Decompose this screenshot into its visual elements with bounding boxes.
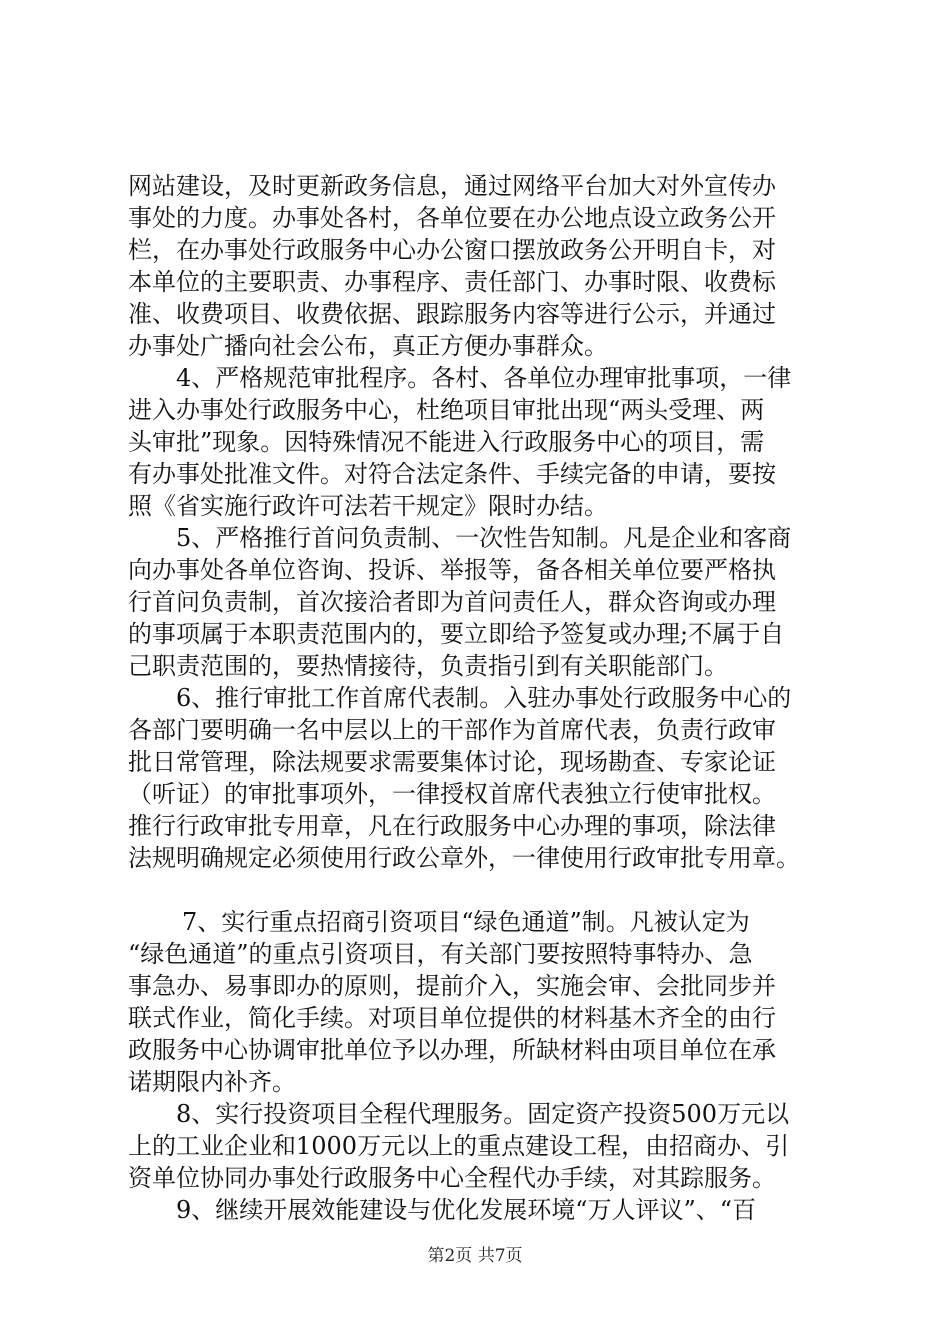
text-line: 批日常管理，除法规要求需要集体讨论，现场勘查、专家论证 <box>128 748 776 776</box>
text-line: 准、收费项目、收费依据、跟踪服务内容等进行公示，并通过 <box>128 300 776 328</box>
text-line: 栏，在办事处行政服务中心办公窗口摆放政务公开明自卡，对 <box>128 236 776 264</box>
text-line: “绿色通道”的重点引资项目，有关部门要按照特事特办、急 <box>128 940 753 968</box>
text-line: 照《省实施行政许可法若干规定》限时办结。 <box>128 492 608 520</box>
text-line: 诺期限内补齐。 <box>128 1068 296 1096</box>
text-line: 推行行政审批专用章，凡在行政服务中心办理的事项，除法律 <box>128 812 776 840</box>
text-line: 政服务中心协调审批单位予以办理，所缺材料由项目单位在承 <box>128 1036 776 1064</box>
paragraph-4-start: 4、严格规范审批程序。各村、各单位办理审批事项，一律 <box>176 364 792 392</box>
text-line: 本单位的主要职责、办事程序、责任部门、办事时限、收费标 <box>128 268 776 296</box>
text-line: 行首问负责制，首次接洽者即为首问责任人，群众咨询或办理 <box>128 588 776 616</box>
text-line: 网站建设，及时更新政务信息，通过网络平台加大对外宣传办 <box>128 172 776 200</box>
paragraph-9-start: 9、继续开展效能建设与优化发展环境“万人评议”、“百 <box>176 1196 757 1224</box>
text-line: 进入办事处行政服务中心，杜绝项目审批出现“两头受理、两 <box>128 396 765 424</box>
paragraph-5-start: 5、严格推行首问负责制、一次性告知制。凡是企业和客商 <box>176 524 792 552</box>
text-line: 上的工业企业和1000万元以上的重点建设工程，由招商办、引 <box>128 1132 790 1160</box>
text-line: 联式作业，简化手续。对项目单位提供的材料基木齐全的由行 <box>128 1004 776 1032</box>
text-line: 办事处广播向社会公布，真正方便办事群众。 <box>128 332 608 360</box>
text-line: （听证）的审批事项外，一律授权首席代表独立行使审批权。 <box>128 780 776 808</box>
text-line: 己职责范围的，要热情接待，负责指引到有关职能部门。 <box>128 652 728 680</box>
text-line: 法规明确规定必须使用行政公章外，一律使用行政审批专用章。 <box>128 844 800 872</box>
text-line: 资单位协同办事处行政服务中心全程代办手续，对其踪服务。 <box>128 1164 776 1192</box>
text-line: 事急办、易事即办的原则，提前介入，实施会审、会批同步并 <box>128 972 776 1000</box>
paragraph-6-start: 6、推行审批工作首席代表制。入驻办事处行政服务中心的 <box>176 684 792 712</box>
page-footer: 第2页 共7页 <box>427 1246 523 1266</box>
text-line: 向办事处各单位咨询、投诉、举报等，备各相关单位要严格执 <box>128 556 776 584</box>
text-line: 各部门要明确一名中层以上的干部作为首席代表，负责行政审 <box>128 716 776 744</box>
text-line: 有办事处批准文件。对符合法定条件、手续完备的申请，要按 <box>128 460 776 488</box>
text-line: 事处的力度。办事处各村，各单位要在办公地点设立政务公开 <box>128 204 776 232</box>
text-line: 头审批”现象。因特殊情况不能进入行政服务中心的项目，需 <box>128 428 765 456</box>
paragraph-7-start: 7、实行重点招商引资项目“绿色通道”制。凡被认定为 <box>182 908 750 936</box>
paragraph-8-start: 8、实行投资项目全程代理服务。固定资产投资500万元以 <box>176 1100 790 1128</box>
text-line: 的事项属于本职责范围内的，要立即给予签复或办理;不属于自 <box>128 620 785 648</box>
